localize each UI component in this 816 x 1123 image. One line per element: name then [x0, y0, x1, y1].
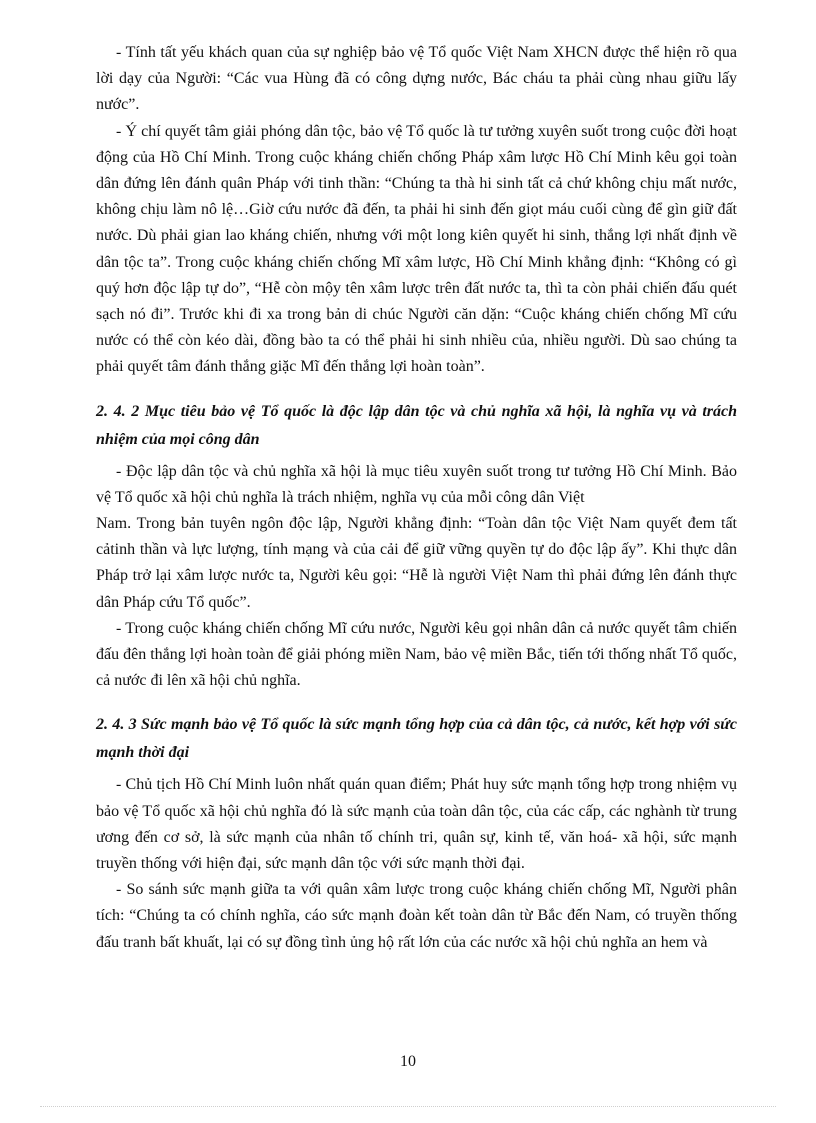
- paragraph-goal: - Độc lập dân tộc và chủ nghĩa xã hội là mục tiêu xuyên suốt trong tư tưởng Hồ Chí Minh. Bảo vệ Tổ quốc xã hội chủ nghĩa là trách nhiệm, nghĩa vụ của mỗi công dân Việt: [96, 462, 737, 506]
- paragraph-determination: - Ý chí quyết tâm giải phóng dân tộc, bảo vệ Tổ quốc là tư tưởng xuyên suốt trong cuộc đời hoạt động của Hồ Chí Minh. Trong cuộc kháng chiến chống Pháp xâm lược Hồ Chí Minh kêu gọi toàn dân đứng lên đánh quân Pháp với tinh thần: “Chúng ta thà hi sinh tất cả chứ không chịu mất nước, không chịu làm nô lệ…Giờ cứu nước đã đến, ta phải hi sinh đến giọt máu cuối cùng để gìn giữ đất nước. Dù phải gian lao kháng chiến, nhưng với một long kiên quyết hi sinh, thắng lợi nhất định về dân tộc ta”. Trong cuộc kháng chiến chống Mĩ xâm lược, Hồ Chí Minh khẳng định: “Không có gì quý hơn độc lập tự do”, “Hễ còn mộy tên xâm lược trên đất nước ta, thì ta còn phải chiến đấu quét sạch nó đi”. Trước khi đi xa trong bản di chúc Người căn dặn: “Cuộc kháng chiến chống Mĩ cứu nước có thể còn kéo dài, đồng bào ta có thể phải hi sinh nhiều của, nhiều người. Dù sao chúng ta phải quyết tâm đánh thắng giặc Mĩ đến thắng lợi hoàn toàn”.: [96, 122, 737, 376]
- page-bottom-divider: [40, 1106, 776, 1107]
- paragraph-strength: - Chủ tịch Hồ Chí Minh luôn nhất quán quan điểm; Phát huy sức mạnh tổng hợp trong nhiệm vụ bảo vệ Tổ quốc xã hội chủ nghĩa đó là sức mạnh của toàn dân tộc, của các cấp, các nghành từ trung ương đến cơ sở, là sức mạnh của nhân tố chính tri, quân sự, kinh tế, văn hoá- xã hội, sức mạnh truyền thống với hiện đại, sức mạnh dân tộc với sức mạnh thời đại.: [96, 776, 737, 873]
- paragraph-necessity: - Tính tất yếu khách quan của sự nghiệp bảo vệ Tổ quốc Việt Nam XHCN được thể hiện rõ qua lời dạy của Người: “Các vua Hùng đã có công dựng nước, Bác cháu ta phải cùng nhau giữu lấy nước”.: [96, 44, 737, 114]
- section-heading-2-4-3: 2. 4. 3 Sức mạnh bảo vệ Tổ quốc là sức mạnh tổng hợp của cả dân tộc, cả nước, kết hợp với sức mạnh thời đại: [96, 716, 737, 762]
- paragraph-comparison: - So sánh sức mạnh giữa ta với quân xâm lược trong cuộc kháng chiến chống Mĩ, Người phân tích: “Chúng ta có chính nghĩa, cáo sức mạnh đoàn kết toàn dân từ Bắc đến Nam, có truyền thống đấu tranh bất khuất, lại có sự đồng tình ủng hộ rất lớn của các nước xã hội chủ nghĩa an hem và: [96, 881, 737, 951]
- page-number: 10: [400, 1053, 416, 1070]
- document-page: [96, 40, 737, 956]
- paragraph-resistance: - Trong cuộc kháng chiến chống Mĩ cứu nước, Người kêu gọi nhân dân cả nước quyết tâm chiến đấu đên thắng lợi hoàn toàn để giải phóng miền Nam, bảo vệ miền Bắc, tiến tới thống nhất Tổ quốc, cả nước đi lên xã hội chủ nghĩa.: [96, 619, 737, 690]
- paragraph-declaration: Nam. Trong bản tuyên ngôn độc lập, Người khẳng định: “Toàn dân tộc Việt Nam quyết đem tất cảtinh thần và lực lượng, tính mạng và của cải để giữ vững quyền tự do độc lập ấy”. Khi thực dân Pháp trở lại xâm lược nước ta, Người kêu gọi: “Hễ là người Việt Nam thì phải đứng lên đánh thực dân Pháp cứu Tổ quốc”.: [96, 515, 737, 611]
- section-heading-2-4-2: 2. 4. 2 Mục tiêu bảo vệ Tổ quốc là độc lập dân tộc và chủ nghĩa xã hội, là nghĩa vụ và trách nhiệm của mọi công dân: [96, 402, 737, 448]
